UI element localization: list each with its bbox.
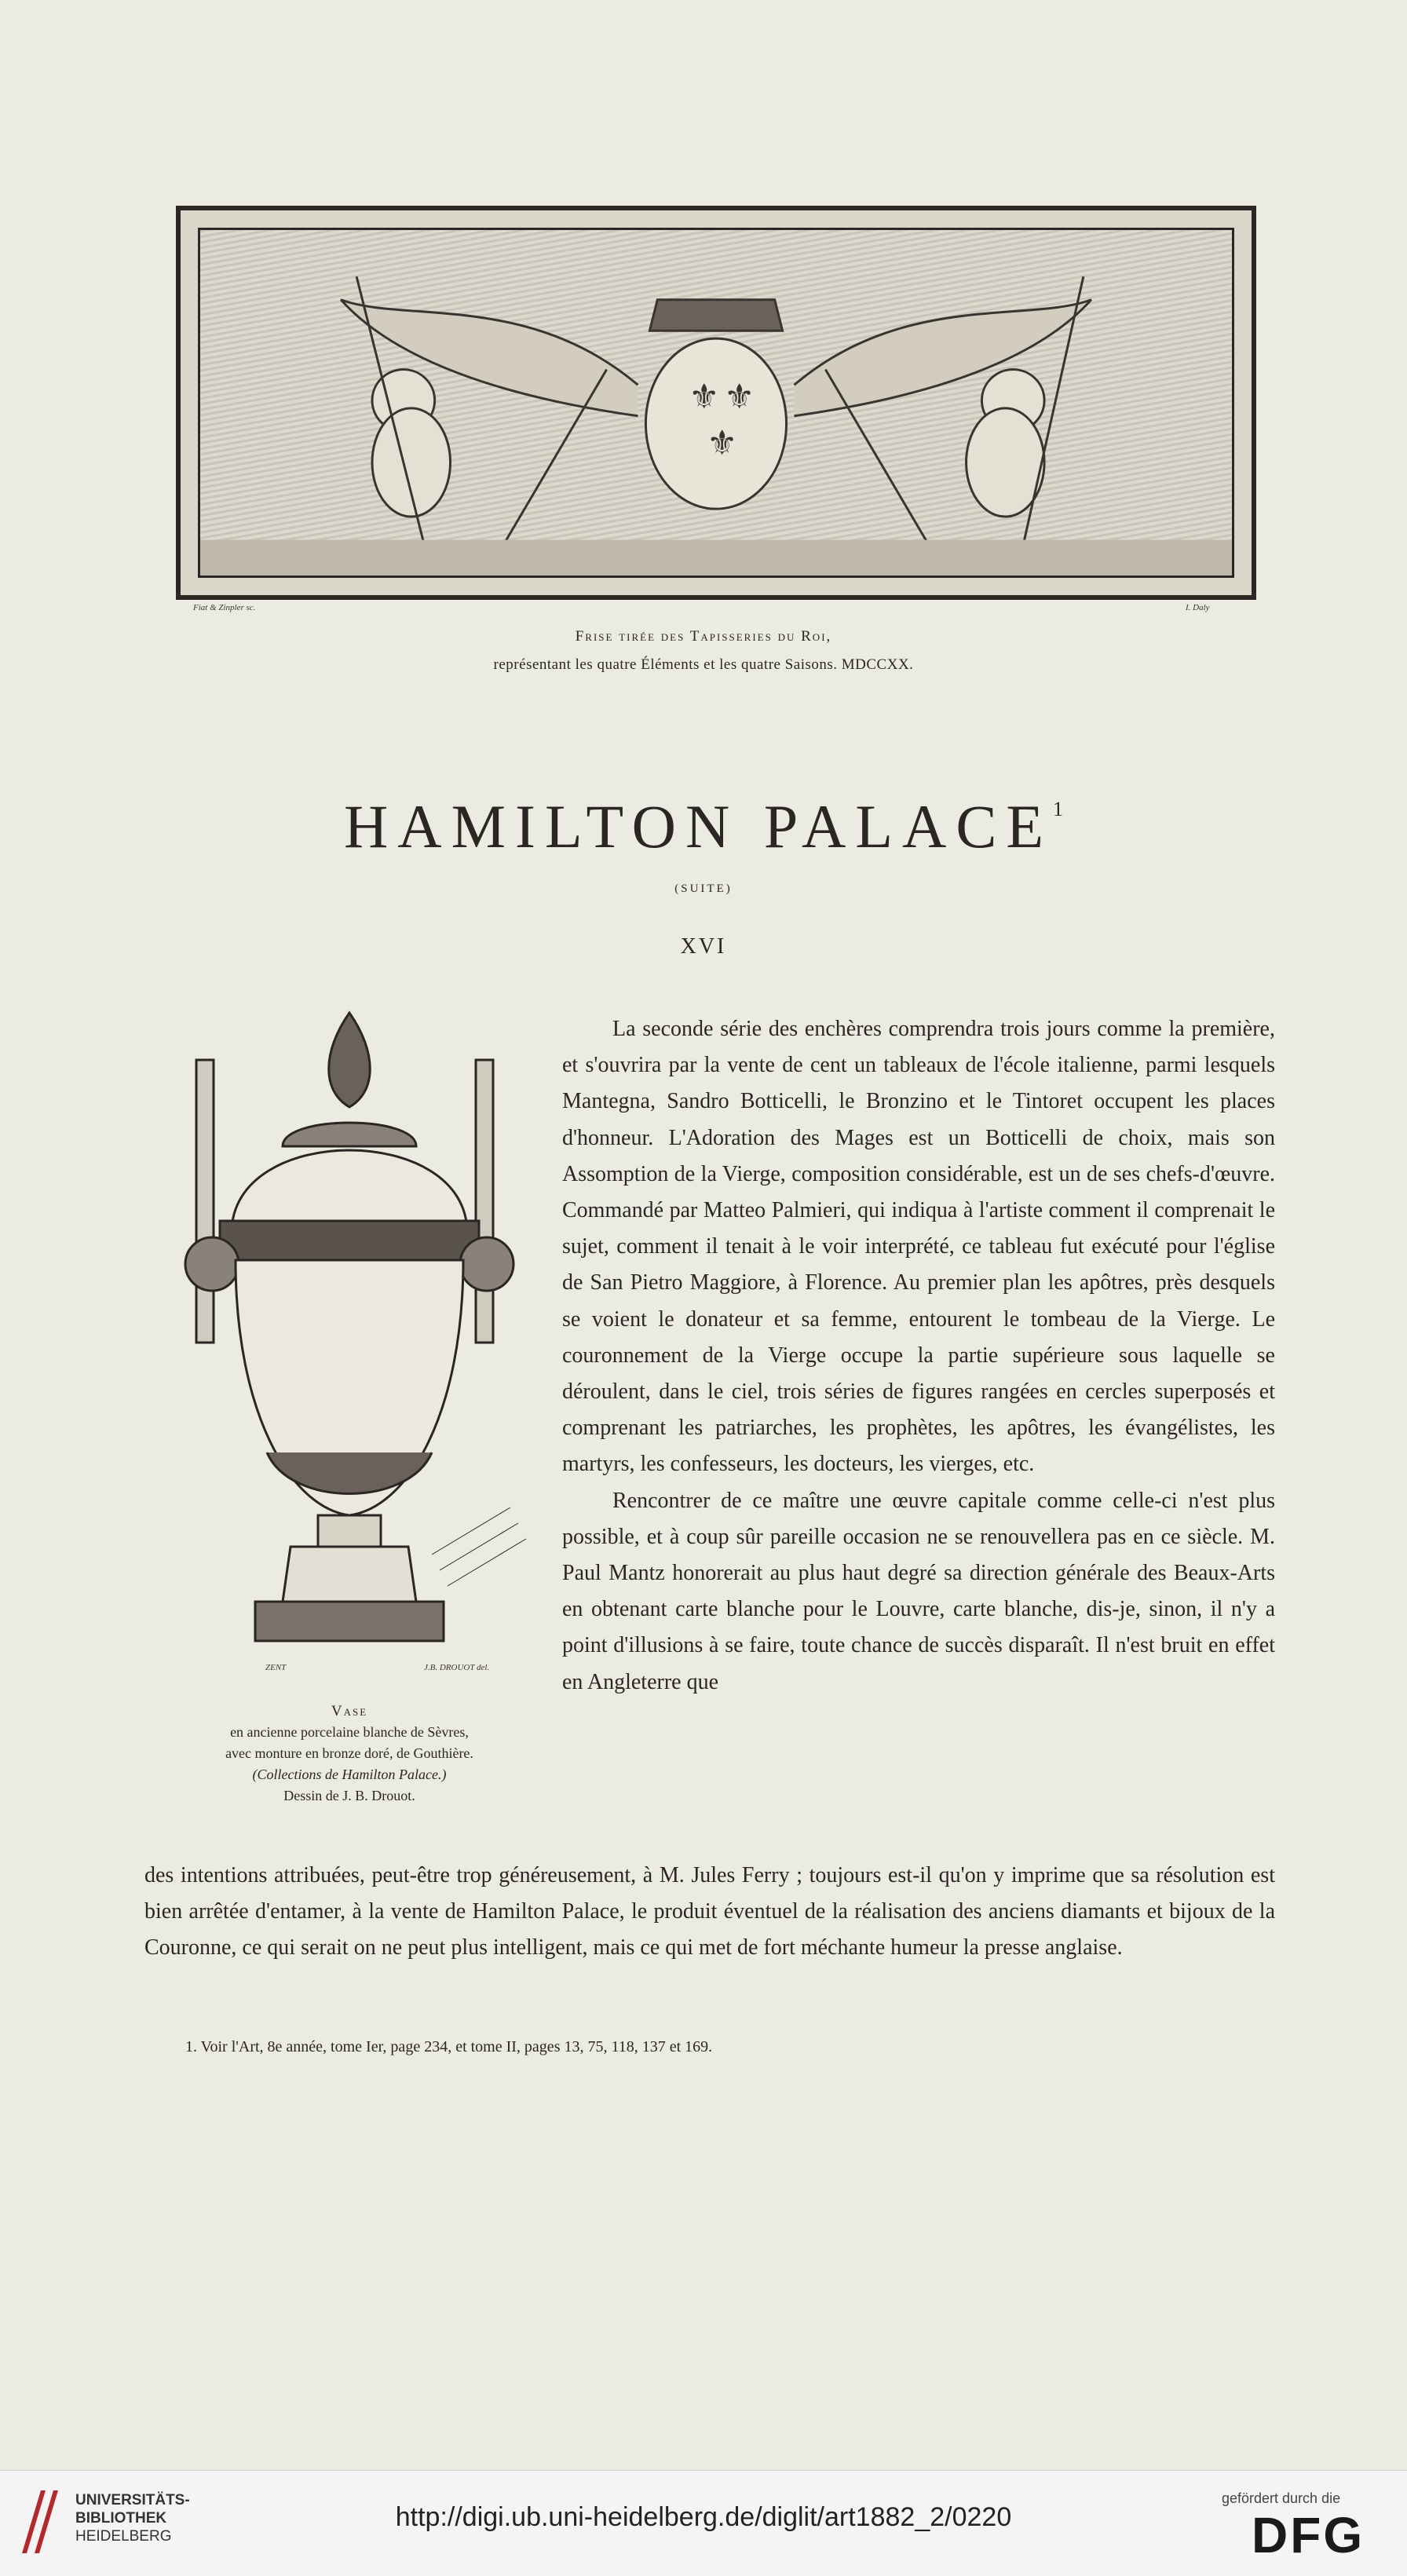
- vase-caption-line: en ancienne porcelaine blanche de Sèvres,: [230, 1724, 469, 1740]
- frieze-caption-line1: Frise tirée des Tapisseries du Roi,: [575, 628, 832, 645]
- body-column-narrow: [562, 1011, 1275, 1701]
- library-name-line: HEIDELBERG: [75, 2528, 172, 2545]
- vase-caption-line: (Collections de Hamilton Palace.): [252, 1767, 447, 1782]
- svg-text:⚜: ⚜: [707, 424, 738, 464]
- page-subtitle: (SUITE): [674, 882, 733, 895]
- frieze-engraving: [176, 206, 1256, 600]
- page-title-text: HAMILTON PALACE: [343, 792, 1054, 860]
- footnote: 1. Voir l'Art, 8e année, tome Ier, page 234, et tome II, pages 13, 75, 118, 137 et 169.: [185, 2038, 713, 2055]
- vase-caption-title: Vase: [331, 1703, 368, 1719]
- paragraph-2-end: des intentions attribuées, peut-être trop généreusement, à M. Jules Ferry ; toujours est-il qu'on y imprime que sa résolution est bien arrêtée d'entamer, à la vente de Hamilton Palace, le produit éventuel de la réalisation des anciens diamants et bijoux de la Couronne, ce qui serait on ne peut plus intelligent, mais ce qui met de fort méchante humeur la presse anglaise.: [144, 1863, 1275, 1960]
- svg-text:⚜: ⚜: [689, 378, 720, 417]
- library-name-line: UNIVERSITÄTS-: [75, 2492, 190, 2508]
- paragraph-2-start: Rencontrer de ce maître une œuvre capitale comme celle-ci n'est plus possible, et à coup sûr pareille occasion ne se renouvellera pas en ce siècle. M. Paul Mantz honorerait au plus haut degré sa direction générale des Beaux-Arts en obtenant carte blanche pour le Louvre, carte blanche, dis-je, sinon, il n'y a point d'illusions à se faire, toute chance de succès disparaît. Il n'est bruit en effet en Angleterre que: [562, 1488, 1275, 1694]
- vase-caption-line: avec monture en bronze doré, de Gouthière.: [225, 1745, 473, 1761]
- page-title: [0, 791, 1407, 862]
- frieze-signature-left: Fiat & Zinpler sc.: [193, 603, 256, 612]
- vase-signature-right: J.B. DROUOT del.: [424, 1663, 490, 1672]
- vase-signature-left: ZENT: [265, 1663, 287, 1672]
- paragraph-1: La seconde série des enchères comprendra trois jours comme la première, et s'ouvrira par la vente de cent un tableaux de l'école italienne, parmi lesquels Mantegna, Sandro Botticelli, le Bronzino et le Tintoret occupent les places d'honneur. L'Adoration des Mages est un Botticelli de choix, mais son Assomption de la Vierge, composition considérable, est un de ses chefs-d'œuvre. Commandé par Matteo Palmieri, qui indiqua à l'artiste comment il comprenait le sujet, comment il tenait à le voir interprété, ce tableau fut exécuté pour l'église de San Pietro Maggiore, à Florence. Au premier plan les apôtres, près desquels se voient le donateur et sa femme, entourent le tombeau de la Vierge. Le couronnement de la Vierge occupe la partie supérieure sous laquelle se déroulent, dans le ciel, trois séries de figures rangées en cercles superposés et comprenant les patriarches, les prophètes, les apôtres, les évangélistes, les martyrs, les confesseurs, les docteurs, les vierges, etc.: [562, 1017, 1275, 1477]
- dfg-logo[interactable]: DFG: [1252, 2507, 1365, 2563]
- vase-caption-line: Dessin de J. B. Drouot.: [283, 1788, 415, 1803]
- sponsor-label: gefördert durch die: [1222, 2490, 1341, 2506]
- frieze-caption-line2: représentant les quatre Éléments et les quatre Saisons. MDCCXX.: [493, 656, 914, 673]
- frieze-signature-right: I. Daly: [1186, 603, 1210, 612]
- title-footnote-ref: 1: [1053, 798, 1064, 820]
- vase-caption: [149, 1701, 550, 1807]
- source-url-link[interactable]: http://digi.ub.uni-heidelberg.de/diglit/art1882_2/0220: [395, 2502, 1012, 2532]
- body-column-wide: [144, 1858, 1275, 1967]
- section-number: XVI: [680, 934, 727, 959]
- frieze-illustration: [200, 230, 1232, 575]
- svg-text:⚜: ⚜: [723, 378, 755, 417]
- library-name-line: BIBLIOTHEK: [75, 2510, 167, 2527]
- vase-illustration: [165, 1005, 557, 1688]
